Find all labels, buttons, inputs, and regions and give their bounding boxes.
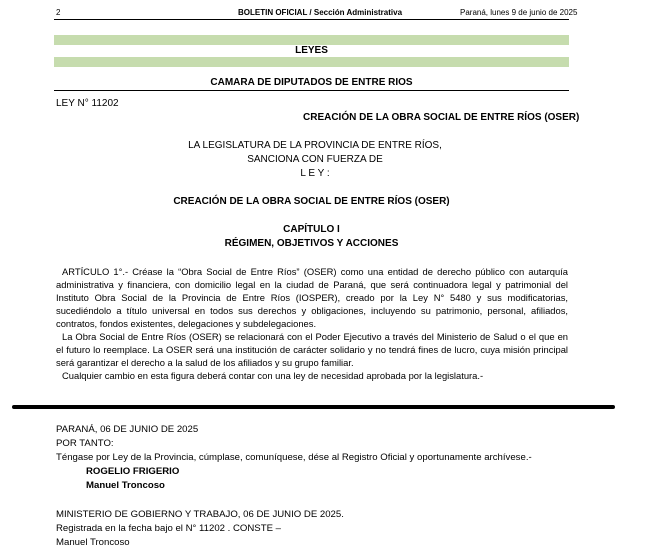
promulgation-order: Téngase por Ley de la Provincia, cúmplase, comuníquese, dése al Registro Oficial y oportunamente archívese.- <box>56 452 532 463</box>
article-paragraph-3: Cualquier cambio en esta figura deberá contar con una ley de necesidad aprobada por la legislatura.- <box>62 370 484 381</box>
signer-governor: ROGELIO FRIGERIO <box>86 466 180 477</box>
bulletin-title: BOLETIN OFICIAL / Sección Administrativa <box>238 8 403 17</box>
por-tanto: POR TANTO: <box>56 438 114 449</box>
chamber-title: CAMARA DE DIPUTADOS DE ENTRE RIOS <box>210 77 413 88</box>
article-paragraph-2: La Obra Social de Entre Ríos (OSER) se relacionará con el Poder Ejecutivo a través del Ministerio de Salud o el que en el futuro lo reemplace. La OSER será una institución de carácter solidario y no tendrá fines de lucro, cuya misión principal será garantizar el derecho a la salud de los afiliados y su grupo familiar. <box>56 331 568 368</box>
law-title-right: CREACIÓN DE LA OBRA SOCIAL DE ENTRE RÍOS (OSER) <box>303 112 580 123</box>
enacting-line-3: L E Y : <box>300 168 330 179</box>
page-number: 2 <box>56 8 61 17</box>
article-body <box>56 265 568 382</box>
registrar-name: Manuel Troncoso <box>56 537 130 548</box>
section-separator <box>12 405 615 409</box>
promulgation-date: PARANÁ, 06 DE JUNIO DE 2025 <box>56 424 199 435</box>
header-rule <box>54 19 569 20</box>
enacting-line-2: SANCIONA CON FUERZA DE <box>247 154 383 165</box>
chamber-rule <box>54 90 569 91</box>
bulletin-date: Paraná, lunes 9 de junio de 2025 <box>460 8 578 17</box>
section-band-top <box>54 35 569 45</box>
law-title-center: CREACIÓN DE LA OBRA SOCIAL DE ENTRE RÍOS (OSER) <box>173 196 450 207</box>
signer-minister: Manuel Troncoso <box>86 480 165 491</box>
enacting-line-1: LA LEGISLATURA DE LA PROVINCIA DE ENTRE RÍOS, <box>188 140 442 151</box>
law-number: LEY N° 11202 <box>56 98 119 109</box>
chapter-title: RÉGIMEN, OBJETIVOS Y ACCIONES <box>224 238 399 249</box>
chapter-number: CAPÍTULO I <box>283 224 340 235</box>
article-paragraph-1: ARTÍCULO 1°.- Créase la “Obra Social de Entre Ríos” (OSER) como una entidad de derecho público con autarquía administrativa y financiera, con domicilio legal en la ciudad de Paraná, que será continuadora legal y patrimonial del Instituto Obra Social de la Provincia de Entre Ríos (IOSPER), creado por la Ley N° 5480 y sus modificatorias, sucediéndolo a título universal en todos sus derechos y obligaciones, incluyendo su patrimonio, personal, afiliados, contratos, fondos existentes, delegaciones y subdelegaciones. <box>56 266 568 329</box>
section-band-bottom <box>54 57 569 67</box>
registration-line: Registrada en la fecha bajo el N° 11202 . CONSTE – <box>56 523 281 534</box>
ministry-line: MINISTERIO DE GOBIERNO Y TRABAJO, 06 DE JUNIO DE 2025. <box>56 509 344 520</box>
section-title: LEYES <box>295 45 328 56</box>
